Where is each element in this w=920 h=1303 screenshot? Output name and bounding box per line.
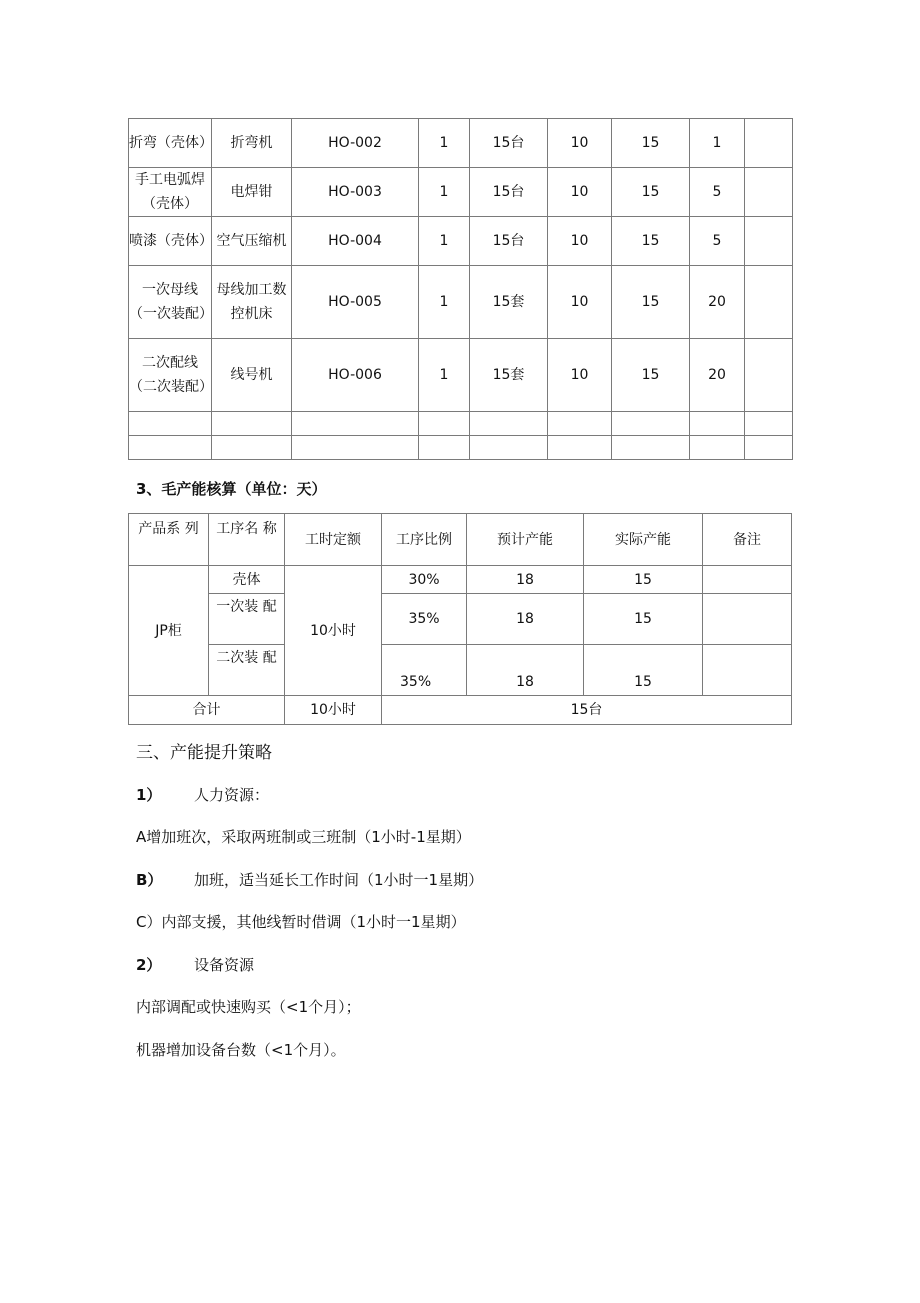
empty-cell [745, 436, 793, 460]
empty-cell [419, 412, 470, 436]
equipment-cell: 电焊钳 [212, 168, 292, 217]
process-cell: 一次母线（一次装配） [129, 266, 212, 339]
process-cell: 壳体 [209, 566, 285, 594]
empty-cell [745, 412, 793, 436]
empty-cell [690, 436, 745, 460]
empty-cell [470, 436, 548, 460]
hours-cell: 10小时 [285, 566, 382, 696]
process-cell: 二次装 配 [209, 645, 285, 696]
header-cell: 产品系 列 [129, 514, 209, 566]
expected-cell: 18 [467, 594, 584, 645]
strategy-item-d: 内部调配或快速购买（<1个月）； [136, 998, 361, 1016]
actual-cell: 15 [584, 594, 703, 645]
note-cell [703, 594, 792, 645]
expected-cell: 18 [467, 566, 584, 594]
equipment-cell: 折弯机 [212, 119, 292, 168]
header-row [129, 514, 792, 566]
value-cell: 20 [690, 266, 745, 339]
qty-cell: 1 [419, 168, 470, 217]
value-cell: 10 [548, 168, 612, 217]
value-cell: 10 [548, 217, 612, 266]
header-cell: 实际产能 [584, 514, 703, 566]
empty-cell [548, 436, 612, 460]
code-cell: HO-004 [292, 217, 419, 266]
ratio-cell: 30% [382, 566, 467, 594]
item-text: 加班，适当延长工作时间（1小时一1星期） [194, 871, 484, 889]
empty-cell [690, 412, 745, 436]
header-cell: 预计产能 [467, 514, 584, 566]
note-cell [745, 266, 793, 339]
qty-cell: 1 [419, 217, 470, 266]
note-cell [745, 339, 793, 412]
strategy-item-1 [136, 784, 269, 805]
header-cell: 备注 [703, 514, 792, 566]
capacity-cell: 15台 [470, 217, 548, 266]
value-cell: 20 [690, 339, 745, 412]
total-hours: 10小时 [285, 696, 382, 725]
value-cell: 15 [612, 168, 690, 217]
empty-cell [612, 436, 690, 460]
ratio-cell: 35% [382, 594, 467, 645]
capacity-table [128, 513, 792, 725]
total-capacity: 15台 [382, 696, 792, 725]
value-cell: 15 [612, 266, 690, 339]
capacity-cell: 15台 [470, 168, 548, 217]
expected-cell: 18 [467, 645, 584, 696]
strategy-title: 三、产能提升策略 [136, 743, 272, 763]
code-cell: HO-006 [292, 339, 419, 412]
item-text: 人力资源： [194, 786, 270, 804]
strategy-item-a: A增加班次，采取两班制或三班制（1小时-1星期） [136, 828, 471, 846]
process-cell: 手工电弧焊（壳体） [129, 168, 212, 217]
empty-cell [212, 436, 292, 460]
item-number: 2） [136, 956, 162, 974]
item-number: B） [136, 871, 163, 889]
equipment-table [128, 118, 793, 460]
empty-cell [212, 412, 292, 436]
capacity-cell: 15台 [470, 119, 548, 168]
value-cell: 1 [690, 119, 745, 168]
table-row [129, 645, 792, 696]
table-row [129, 217, 793, 266]
table-row [129, 339, 793, 412]
value-cell: 15 [612, 339, 690, 412]
empty-cell [470, 412, 548, 436]
capacity-cell: 15套 [470, 266, 548, 339]
section-3-title: 3、毛产能核算（单位：天） [136, 480, 327, 498]
table-row [129, 566, 792, 594]
empty-row [129, 412, 793, 436]
value-cell: 15 [612, 119, 690, 168]
value-cell: 10 [548, 119, 612, 168]
product-cell: JP柜 [129, 566, 209, 696]
note-cell [703, 566, 792, 594]
total-row [129, 696, 792, 725]
process-cell: 一次装 配 [209, 594, 285, 645]
value-cell: 5 [690, 168, 745, 217]
empty-cell [612, 412, 690, 436]
total-label: 合计 [129, 696, 285, 725]
header-cell: 工序名 称 [209, 514, 285, 566]
table-row [129, 168, 793, 217]
table-row [129, 594, 792, 645]
qty-cell: 1 [419, 119, 470, 168]
process-cell: 折弯（壳体） [129, 119, 212, 168]
note-cell [745, 168, 793, 217]
empty-cell [129, 436, 212, 460]
process-cell: 喷漆（壳体） [129, 217, 212, 266]
note-cell [745, 119, 793, 168]
empty-row [129, 436, 793, 460]
table-row [129, 119, 793, 168]
code-cell: HO-005 [292, 266, 419, 339]
qty-cell: 1 [419, 266, 470, 339]
header-cell: 工时定额 [285, 514, 382, 566]
code-cell: HO-002 [292, 119, 419, 168]
header-cell: 工序比例 [382, 514, 467, 566]
empty-cell [292, 436, 419, 460]
ratio-cell: 35% [382, 645, 467, 696]
equipment-cell: 空气压缩机 [212, 217, 292, 266]
value-cell: 10 [548, 266, 612, 339]
actual-cell: 15 [584, 645, 703, 696]
equipment-cell: 线号机 [212, 339, 292, 412]
value-cell: 10 [548, 339, 612, 412]
equipment-cell: 母线加工数控机床 [212, 266, 292, 339]
empty-cell [129, 412, 212, 436]
capacity-cell: 15套 [470, 339, 548, 412]
note-cell [745, 217, 793, 266]
empty-cell [292, 412, 419, 436]
strategy-item-b [136, 869, 483, 890]
empty-cell [419, 436, 470, 460]
strategy-item-e: 机器增加设备台数（<1个月）。 [136, 1041, 346, 1059]
process-cell: 二次配线（二次装配） [129, 339, 212, 412]
value-cell: 15 [612, 217, 690, 266]
empty-cell [548, 412, 612, 436]
code-cell: HO-003 [292, 168, 419, 217]
strategy-item-2 [136, 954, 254, 975]
qty-cell: 1 [419, 339, 470, 412]
value-cell: 5 [690, 217, 745, 266]
strategy-item-c: C）内部支援，其他线暂时借调（1小时一1星期） [136, 913, 466, 931]
item-text: 设备资源 [194, 956, 255, 974]
item-number: 1） [136, 786, 162, 804]
actual-cell: 15 [584, 566, 703, 594]
note-cell [703, 645, 792, 696]
table-row [129, 266, 793, 339]
